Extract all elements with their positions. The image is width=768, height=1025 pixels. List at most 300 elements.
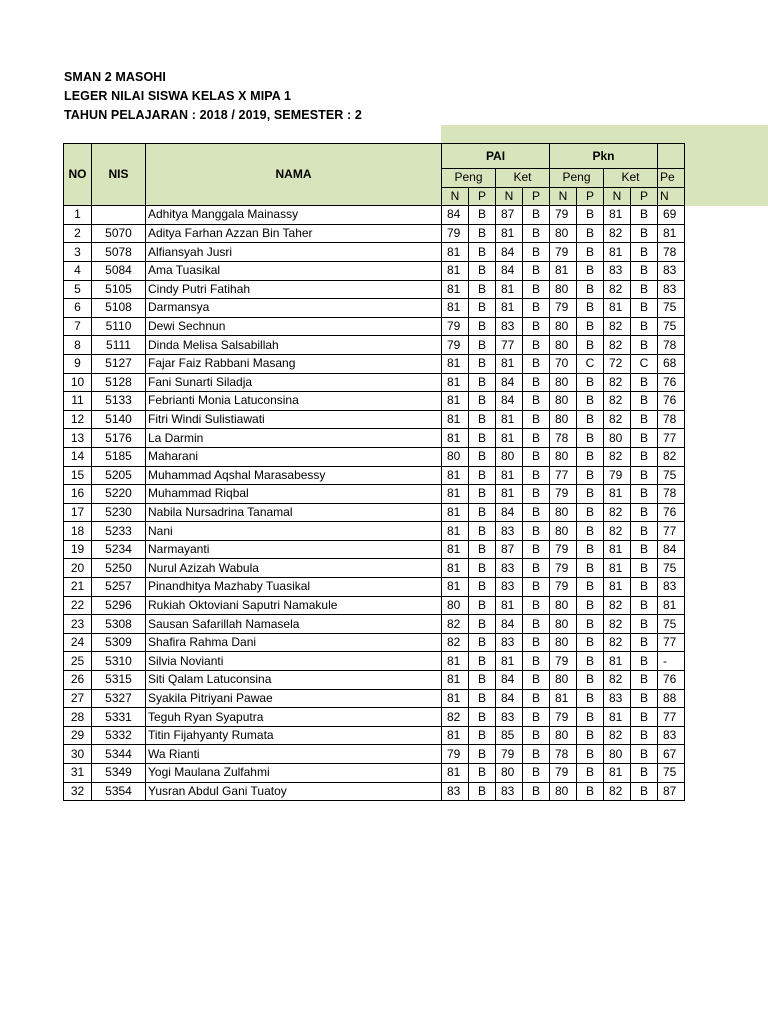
cell-nama: Nurul Azizah Wabula <box>146 559 442 578</box>
cell-nis: 5296 <box>92 596 146 615</box>
cell-pai-peng-n: 81 <box>442 373 469 392</box>
cell-nis: 5310 <box>92 652 146 671</box>
cell-pkn-peng-p: B <box>577 671 604 690</box>
cell-pai-peng-p: B <box>469 633 496 652</box>
header-subject-pe <box>658 144 685 169</box>
cell-pai-peng-n: 81 <box>442 559 469 578</box>
cell-nama: Syakila Pitriyani Pawae <box>146 689 442 708</box>
cell-pkn-ket-p: B <box>631 206 658 225</box>
cell-pai-peng-p: B <box>469 708 496 727</box>
cell-pai-ket-n: 84 <box>496 615 523 634</box>
table-row <box>64 336 685 355</box>
cell-pe-n: 81 <box>658 596 685 615</box>
cell-pai-peng-n: 81 <box>442 503 469 522</box>
cell-pe-n: 68 <box>658 354 685 373</box>
cell-no: 21 <box>64 578 92 597</box>
cell-pkn-peng-p: B <box>577 243 604 262</box>
cell-pe-n: 75 <box>658 615 685 634</box>
table-row <box>64 429 685 448</box>
cell-nis: 5140 <box>92 410 146 429</box>
table-row <box>64 410 685 429</box>
cell-nama: Rukiah Oktoviani Saputri Namakule <box>146 596 442 615</box>
cell-pai-ket-p: B <box>523 354 550 373</box>
cell-pai-peng-p: B <box>469 224 496 243</box>
cell-pai-ket-n: 80 <box>496 447 523 466</box>
cell-pkn-peng-p: B <box>577 466 604 485</box>
cell-pai-peng-p: B <box>469 429 496 448</box>
cell-pkn-ket-n: 82 <box>604 447 631 466</box>
cell-pai-peng-p: B <box>469 559 496 578</box>
cell-pai-peng-n: 84 <box>442 206 469 225</box>
cell-pkn-ket-n: 81 <box>604 206 631 225</box>
table-row <box>64 206 685 225</box>
cell-nis: 5128 <box>92 373 146 392</box>
cell-pe-n: 75 <box>658 299 685 318</box>
cell-pkn-peng-n: 79 <box>550 243 577 262</box>
cell-pkn-ket-n: 81 <box>604 652 631 671</box>
cell-pe-n: 67 <box>658 745 685 764</box>
cell-nis: 5327 <box>92 689 146 708</box>
header-n: N <box>550 187 577 206</box>
cell-pe-n: 87 <box>658 782 685 801</box>
cell-pkn-peng-n: 80 <box>550 280 577 299</box>
cell-pai-peng-n: 81 <box>442 671 469 690</box>
cell-nama: La Darmin <box>146 429 442 448</box>
cell-pkn-peng-p: B <box>577 336 604 355</box>
cell-nis: 5108 <box>92 299 146 318</box>
cell-no: 2 <box>64 224 92 243</box>
cell-nama: Alfiansyah Jusri <box>146 243 442 262</box>
table-row <box>64 764 685 783</box>
cell-nis: 5234 <box>92 540 146 559</box>
cell-pai-peng-p: B <box>469 317 496 336</box>
cell-pkn-peng-n: 80 <box>550 782 577 801</box>
cell-pkn-peng-n: 79 <box>550 764 577 783</box>
cell-pkn-peng-n: 77 <box>550 466 577 485</box>
cell-pai-ket-n: 83 <box>496 633 523 652</box>
cell-pkn-peng-p: B <box>577 503 604 522</box>
cell-pai-peng-p: B <box>469 596 496 615</box>
cell-no: 20 <box>64 559 92 578</box>
cell-pe-n: - <box>658 652 685 671</box>
cell-pai-ket-p: B <box>523 708 550 727</box>
cell-nis: 5110 <box>92 317 146 336</box>
table-row <box>64 652 685 671</box>
cell-pe-n: 82 <box>658 447 685 466</box>
cell-pai-peng-p: B <box>469 782 496 801</box>
cell-pkn-peng-n: 80 <box>550 726 577 745</box>
table-row <box>64 559 685 578</box>
cell-pai-peng-p: B <box>469 764 496 783</box>
cell-pkn-ket-n: 81 <box>604 299 631 318</box>
cell-pkn-peng-p: B <box>577 392 604 411</box>
cell-nama: Maharani <box>146 447 442 466</box>
cell-pe-n: 69 <box>658 206 685 225</box>
cell-nama: Yusran Abdul Gani Tuatoy <box>146 782 442 801</box>
cell-no: 28 <box>64 708 92 727</box>
cell-pai-peng-p: B <box>469 652 496 671</box>
cell-pai-peng-n: 81 <box>442 261 469 280</box>
cell-pai-ket-p: B <box>523 261 550 280</box>
cell-pai-peng-n: 81 <box>442 410 469 429</box>
cell-pe-n: 75 <box>658 466 685 485</box>
cell-pai-ket-p: B <box>523 726 550 745</box>
cell-pai-peng-n: 81 <box>442 726 469 745</box>
cell-pai-peng-n: 81 <box>442 280 469 299</box>
cell-pkn-peng-n: 80 <box>550 224 577 243</box>
cell-nis: 5250 <box>92 559 146 578</box>
cell-pe-n: 83 <box>658 578 685 597</box>
cell-pe-n: 77 <box>658 522 685 541</box>
cell-pkn-ket-p: B <box>631 596 658 615</box>
cell-no: 17 <box>64 503 92 522</box>
header-p: P <box>523 187 550 206</box>
cell-pai-ket-p: B <box>523 652 550 671</box>
cell-pkn-ket-n: 82 <box>604 224 631 243</box>
cell-pai-ket-p: B <box>523 689 550 708</box>
cell-no: 8 <box>64 336 92 355</box>
cell-pai-peng-p: B <box>469 206 496 225</box>
cell-pkn-ket-n: 82 <box>604 633 631 652</box>
cell-pe-n: 83 <box>658 280 685 299</box>
cell-pkn-ket-p: B <box>631 671 658 690</box>
cell-no: 12 <box>64 410 92 429</box>
cell-pkn-ket-n: 82 <box>604 726 631 745</box>
cell-pai-ket-n: 83 <box>496 559 523 578</box>
cell-no: 29 <box>64 726 92 745</box>
cell-pkn-ket-p: B <box>631 261 658 280</box>
cell-pai-ket-n: 84 <box>496 261 523 280</box>
cell-nis: 5111 <box>92 336 146 355</box>
cell-nama: Teguh Ryan Syaputra <box>146 708 442 727</box>
table-row <box>64 280 685 299</box>
cell-pai-peng-p: B <box>469 615 496 634</box>
cell-pkn-ket-n: 81 <box>604 485 631 504</box>
cell-nis: 5308 <box>92 615 146 634</box>
cell-nis: 5133 <box>92 392 146 411</box>
cell-no: 30 <box>64 745 92 764</box>
cell-pai-ket-n: 80 <box>496 764 523 783</box>
table-row <box>64 708 685 727</box>
grades-table <box>63 143 685 801</box>
cell-pkn-peng-p: B <box>577 447 604 466</box>
cell-pai-ket-n: 77 <box>496 336 523 355</box>
cell-nis: 5332 <box>92 726 146 745</box>
cell-pe-n: 78 <box>658 485 685 504</box>
cell-pkn-ket-p: B <box>631 392 658 411</box>
cell-pkn-ket-p: B <box>631 764 658 783</box>
cell-pai-peng-n: 80 <box>442 447 469 466</box>
cell-pkn-peng-p: B <box>577 485 604 504</box>
table-row <box>64 615 685 634</box>
page-clip <box>687 125 768 1025</box>
cell-pkn-ket-p: B <box>631 317 658 336</box>
cell-pkn-peng-n: 80 <box>550 671 577 690</box>
cell-pai-ket-p: B <box>523 410 550 429</box>
cell-pai-ket-p: B <box>523 373 550 392</box>
cell-pai-ket-p: B <box>523 447 550 466</box>
cell-nis: 5070 <box>92 224 146 243</box>
cell-pai-peng-p: B <box>469 540 496 559</box>
cell-nama: Wa Rianti <box>146 745 442 764</box>
cell-pai-peng-n: 81 <box>442 652 469 671</box>
cell-pkn-ket-p: B <box>631 243 658 262</box>
cell-pe-n: 77 <box>658 708 685 727</box>
cell-pai-ket-p: B <box>523 429 550 448</box>
cell-nis: 5105 <box>92 280 146 299</box>
cell-pai-ket-n: 81 <box>496 596 523 615</box>
cell-pai-ket-p: B <box>523 764 550 783</box>
cell-pai-peng-p: B <box>469 261 496 280</box>
cell-pkn-peng-p: B <box>577 522 604 541</box>
cell-pai-peng-n: 81 <box>442 764 469 783</box>
header-subject-pai: PAI <box>442 144 550 169</box>
cell-pkn-ket-n: 79 <box>604 466 631 485</box>
cell-pai-peng-n: 81 <box>442 392 469 411</box>
cell-nis: 5233 <box>92 522 146 541</box>
cell-pai-ket-n: 81 <box>496 224 523 243</box>
cell-pkn-ket-p: B <box>631 280 658 299</box>
cell-pai-ket-n: 79 <box>496 745 523 764</box>
cell-pkn-peng-p: B <box>577 652 604 671</box>
cell-pe-n: 76 <box>658 671 685 690</box>
cell-no: 32 <box>64 782 92 801</box>
cell-nama: Sausan Safarillah Namasela <box>146 615 442 634</box>
cell-pai-peng-p: B <box>469 243 496 262</box>
cell-pkn-peng-n: 79 <box>550 652 577 671</box>
header-p: P <box>469 187 496 206</box>
cell-pai-peng-p: B <box>469 410 496 429</box>
cell-pkn-ket-n: 81 <box>604 540 631 559</box>
cell-pkn-ket-n: 81 <box>604 764 631 783</box>
table-row <box>64 224 685 243</box>
cell-pkn-peng-n: 80 <box>550 410 577 429</box>
table-row <box>64 447 685 466</box>
cell-pkn-peng-p: B <box>577 708 604 727</box>
cell-pai-ket-p: B <box>523 745 550 764</box>
cell-pkn-peng-p: B <box>577 206 604 225</box>
cell-pkn-peng-n: 79 <box>550 559 577 578</box>
cell-pkn-ket-p: B <box>631 224 658 243</box>
cell-pkn-ket-p: B <box>631 708 658 727</box>
cell-pai-ket-p: B <box>523 336 550 355</box>
cell-pkn-peng-p: B <box>577 633 604 652</box>
cell-nama: Febrianti Monia Latuconsina <box>146 392 442 411</box>
cell-pkn-ket-p: B <box>631 299 658 318</box>
cell-pe-n: 84 <box>658 540 685 559</box>
cell-pai-ket-p: B <box>523 503 550 522</box>
cell-pkn-peng-n: 80 <box>550 503 577 522</box>
table-row <box>64 317 685 336</box>
cell-pai-peng-p: B <box>469 578 496 597</box>
cell-pkn-peng-p: B <box>577 299 604 318</box>
cell-pai-peng-n: 81 <box>442 299 469 318</box>
cell-pkn-ket-p: B <box>631 782 658 801</box>
cell-pkn-peng-p: B <box>577 317 604 336</box>
cell-nis: 5344 <box>92 745 146 764</box>
school-name: SMAN 2 MASOHI <box>64 70 167 84</box>
cell-pai-ket-p: B <box>523 782 550 801</box>
cell-pai-peng-n: 81 <box>442 466 469 485</box>
cell-nama: Silvia Novianti <box>146 652 442 671</box>
cell-pkn-ket-n: 80 <box>604 429 631 448</box>
cell-pkn-ket-p: B <box>631 559 658 578</box>
cell-nama: Nani <box>146 522 442 541</box>
cell-nis: 5127 <box>92 354 146 373</box>
cell-nis: 5078 <box>92 243 146 262</box>
cell-pai-ket-n: 81 <box>496 299 523 318</box>
cell-pai-peng-p: B <box>469 745 496 764</box>
cell-pkn-peng-n: 79 <box>550 708 577 727</box>
cell-nama: Pinandhitya Mazhaby Tuasikal <box>146 578 442 597</box>
table-row <box>64 671 685 690</box>
cell-pkn-ket-n: 81 <box>604 708 631 727</box>
cell-pkn-peng-p: B <box>577 429 604 448</box>
cell-pai-ket-p: B <box>523 392 550 411</box>
cell-nama: Nabila Nursadrina Tanamal <box>146 503 442 522</box>
cell-no: 4 <box>64 261 92 280</box>
table-row <box>64 503 685 522</box>
cell-pai-ket-p: B <box>523 578 550 597</box>
cell-nama: Titin Fijahyanty Rumata <box>146 726 442 745</box>
cell-nama: Aditya Farhan Azzan Bin Taher <box>146 224 442 243</box>
cell-pkn-ket-n: 81 <box>604 243 631 262</box>
cell-pai-peng-n: 83 <box>442 782 469 801</box>
cell-pkn-peng-n: 78 <box>550 429 577 448</box>
cell-pkn-ket-p: B <box>631 336 658 355</box>
cell-pkn-peng-n: 80 <box>550 317 577 336</box>
cell-pai-ket-p: B <box>523 206 550 225</box>
cell-pai-ket-n: 81 <box>496 652 523 671</box>
cell-pkn-ket-p: B <box>631 578 658 597</box>
cell-pkn-ket-n: 82 <box>604 671 631 690</box>
cell-pkn-ket-p: B <box>631 615 658 634</box>
cell-no: 22 <box>64 596 92 615</box>
cell-pkn-peng-n: 80 <box>550 522 577 541</box>
cell-pkn-ket-p: B <box>631 633 658 652</box>
cell-no: 7 <box>64 317 92 336</box>
cell-pkn-peng-n: 80 <box>550 615 577 634</box>
cell-pkn-peng-p: B <box>577 559 604 578</box>
cell-pai-ket-p: B <box>523 243 550 262</box>
cell-pkn-ket-n: 81 <box>604 578 631 597</box>
cell-pai-ket-p: B <box>523 317 550 336</box>
cell-nama: Narmayanti <box>146 540 442 559</box>
cell-pkn-peng-n: 79 <box>550 540 577 559</box>
cell-pe-n: 78 <box>658 410 685 429</box>
cell-pai-ket-n: 83 <box>496 317 523 336</box>
cell-pkn-ket-n: 82 <box>604 596 631 615</box>
cell-nama: Dinda Melisa Salsabillah <box>146 336 442 355</box>
cell-pai-peng-n: 81 <box>442 689 469 708</box>
cell-pkn-ket-n: 82 <box>604 317 631 336</box>
cell-pai-ket-n: 81 <box>496 410 523 429</box>
cell-pai-peng-n: 80 <box>442 596 469 615</box>
cell-pkn-peng-p: C <box>577 354 604 373</box>
cell-nis <box>92 206 146 225</box>
cell-pai-peng-n: 82 <box>442 615 469 634</box>
cell-no: 26 <box>64 671 92 690</box>
cell-pai-peng-n: 82 <box>442 708 469 727</box>
cell-pai-ket-p: B <box>523 224 550 243</box>
cell-nama: Cindy Putri Fatihah <box>146 280 442 299</box>
cell-pkn-peng-n: 80 <box>550 392 577 411</box>
header-p: P <box>631 187 658 206</box>
cell-pkn-peng-p: B <box>577 578 604 597</box>
cell-nis: 5354 <box>92 782 146 801</box>
cell-pai-ket-n: 81 <box>496 466 523 485</box>
cell-pe-n: 77 <box>658 633 685 652</box>
header-nama: NAMA <box>146 144 442 206</box>
cell-nama: Adhitya Manggala Mainassy <box>146 206 442 225</box>
cell-pai-ket-n: 84 <box>496 243 523 262</box>
cell-pai-peng-n: 79 <box>442 745 469 764</box>
cell-pai-ket-p: B <box>523 280 550 299</box>
cell-pkn-peng-n: 81 <box>550 689 577 708</box>
cell-pai-peng-n: 79 <box>442 336 469 355</box>
cell-pai-peng-n: 81 <box>442 485 469 504</box>
cell-pkn-ket-n: 82 <box>604 373 631 392</box>
cell-nama: Ama Tuasikal <box>146 261 442 280</box>
cell-pe-n: 75 <box>658 559 685 578</box>
cell-pai-ket-n: 81 <box>496 280 523 299</box>
cell-pai-ket-p: B <box>523 596 550 615</box>
cell-pe-n: 83 <box>658 261 685 280</box>
cell-pai-peng-n: 81 <box>442 354 469 373</box>
cell-pkn-ket-p: B <box>631 522 658 541</box>
academic-year: TAHUN PELAJARAN : 2018 / 2019, SEMESTER : 2 <box>64 108 362 122</box>
cell-pe-n: 77 <box>658 429 685 448</box>
cell-pai-ket-p: B <box>523 559 550 578</box>
cell-pkn-ket-n: 82 <box>604 503 631 522</box>
cell-pai-ket-n: 84 <box>496 671 523 690</box>
header-n: N <box>496 187 523 206</box>
cell-pkn-ket-n: 83 <box>604 689 631 708</box>
cell-pai-peng-n: 81 <box>442 243 469 262</box>
cell-pai-ket-n: 81 <box>496 354 523 373</box>
cell-pkn-ket-n: 80 <box>604 745 631 764</box>
cell-no: 13 <box>64 429 92 448</box>
cell-no: 15 <box>64 466 92 485</box>
table-header <box>64 144 685 206</box>
cell-pai-ket-p: B <box>523 522 550 541</box>
cell-pe-n: 76 <box>658 373 685 392</box>
cell-pkn-peng-p: B <box>577 745 604 764</box>
cell-pai-ket-p: B <box>523 671 550 690</box>
header-pkn-ket: Ket <box>604 169 658 188</box>
cell-pai-peng-n: 79 <box>442 224 469 243</box>
cell-pkn-ket-p: B <box>631 485 658 504</box>
cell-pkn-peng-n: 79 <box>550 578 577 597</box>
cell-pkn-ket-p: B <box>631 726 658 745</box>
table-row <box>64 522 685 541</box>
cell-pai-peng-p: B <box>469 671 496 690</box>
cell-pai-ket-p: B <box>523 615 550 634</box>
cell-nama: Darmansya <box>146 299 442 318</box>
cell-pkn-ket-p: B <box>631 410 658 429</box>
cell-pai-peng-n: 81 <box>442 540 469 559</box>
cell-no: 18 <box>64 522 92 541</box>
cell-pai-peng-p: B <box>469 392 496 411</box>
cell-pai-peng-p: B <box>469 522 496 541</box>
cell-no: 25 <box>64 652 92 671</box>
cell-nis: 5230 <box>92 503 146 522</box>
cell-pkn-ket-p: B <box>631 540 658 559</box>
cell-pai-ket-n: 83 <box>496 782 523 801</box>
cell-pkn-peng-n: 70 <box>550 354 577 373</box>
cell-pkn-peng-p: B <box>577 410 604 429</box>
cell-pkn-ket-p: B <box>631 466 658 485</box>
